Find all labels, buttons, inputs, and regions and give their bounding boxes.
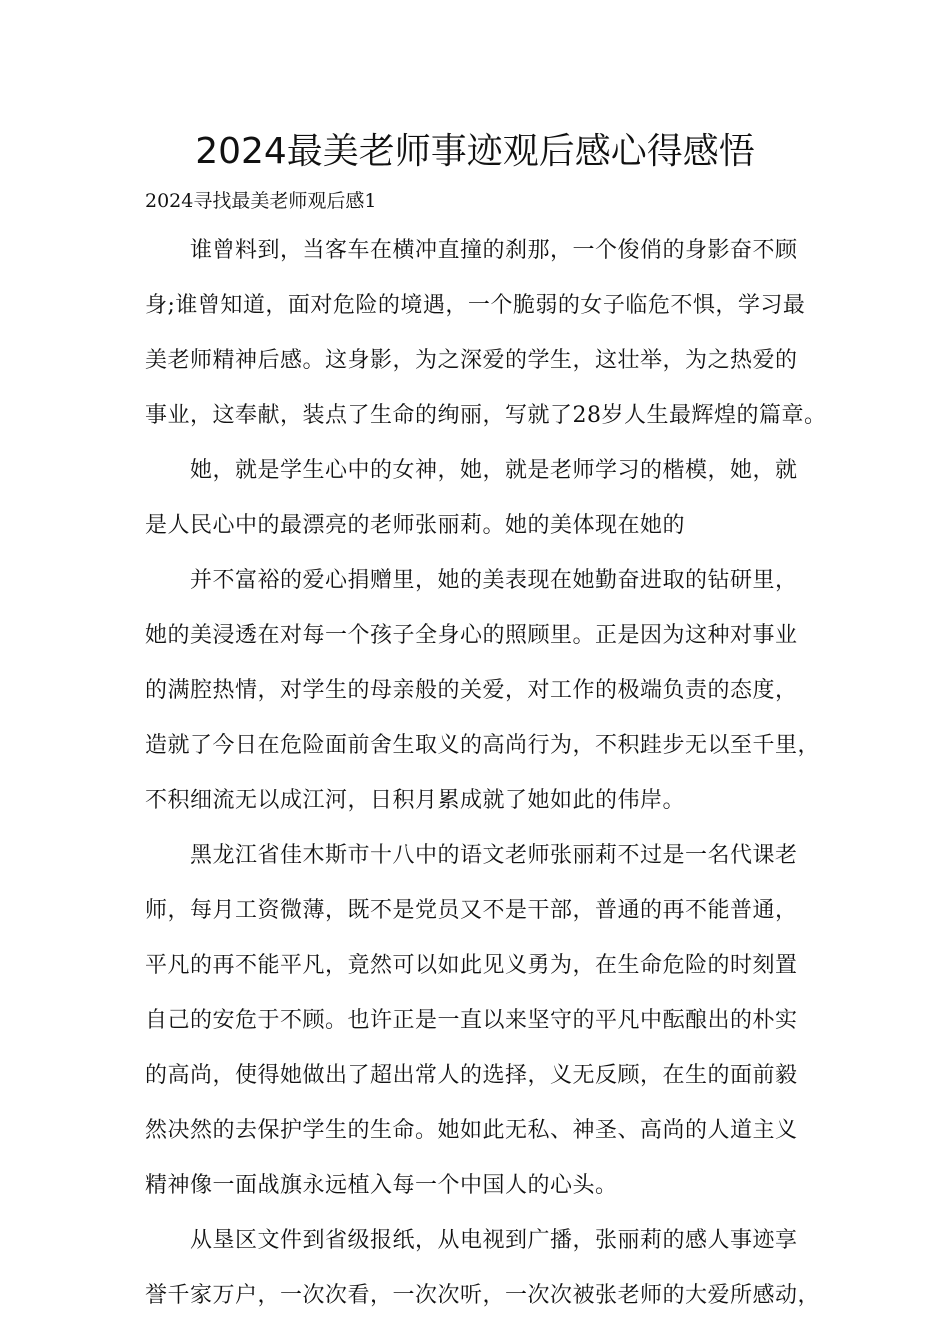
text-line: 誉千家万户，一次次看，一次次听，一次次被张老师的大爱所感动， [145, 1283, 821, 1308]
text-line: 美老师精神后感。这身影，为之深爱的学生，这壮举，为之热爱的 [145, 348, 798, 373]
paragraph-3 [145, 562, 820, 819]
text-line: 事业，这奉献，装点了生命的绚丽，写就了28岁人生最辉煌的篇章。 [145, 403, 827, 428]
paragraph-2 [145, 452, 820, 544]
text-line: 平凡的再不能平凡，竟然可以如此见义勇为，在生命危险的时刻置 [145, 953, 798, 978]
text-line: 她的美浸透在对每一个孩子全身心的照顾里。正是因为这种对事业 [145, 623, 798, 648]
text-line: 然决然的去保护学生的生命。她如此无私、神圣、高尚的人道主义 [145, 1118, 798, 1143]
text-line: 并不富裕的爱心捐赠里，她的美表现在她勤奋进取的钻研里， [190, 568, 798, 593]
text-line: 自己的安危于不顾。也许正是一直以来坚守的平凡中酝酿出的朴实 [145, 1008, 798, 1033]
paragraph-4 [145, 837, 820, 1204]
text-line: 不积细流无以成江河，日积月累成就了她如此的伟岸。 [145, 788, 686, 813]
paragraph-5 [145, 1222, 820, 1314]
document-title: 2024最美老师事迹观后感心得感悟 [195, 131, 755, 172]
text-line: 精神像一面战旗永远植入每一个中国人的心头。 [145, 1173, 618, 1198]
text-line: 的满腔热情，对学生的母亲般的关爱，对工作的极端负责的态度， [145, 678, 798, 703]
text-line: 师，每月工资微薄，既不是党员又不是干部，普通的再不能普通， [145, 898, 798, 923]
text-line: 她，就是学生心中的女神，她，就是老师学习的楷模，她，就 [190, 458, 798, 483]
text-line: 身;谁曾知道，面对危险的境遇，一个脆弱的女子临危不惧，学习最 [145, 293, 806, 318]
text-line: 谁曾料到，当客车在横冲直撞的刹那，一个俊俏的身影奋不顾 [190, 238, 798, 263]
text-line: 是人民心中的最漂亮的老师张丽莉。她的美体现在她的 [145, 513, 686, 538]
text-line: 从垦区文件到省级报纸，从电视到广播，张丽莉的感人事迹享 [190, 1228, 798, 1253]
document-body [145, 232, 827, 1332]
text-line: 黑龙江省佳木斯市十八中的语文老师张丽莉不过是一名代课老 [190, 843, 798, 868]
text-line: 的高尚，使得她做出了超出常人的选择，义无反顾，在生的面前毅 [145, 1063, 798, 1088]
text-line: 造就了今日在危险面前舍生取义的高尚行为，不积跬步无以至千里， [145, 733, 821, 758]
document-subtitle: 2024寻找最美老师观后感1 [145, 190, 377, 212]
paragraph-1 [145, 232, 827, 434]
